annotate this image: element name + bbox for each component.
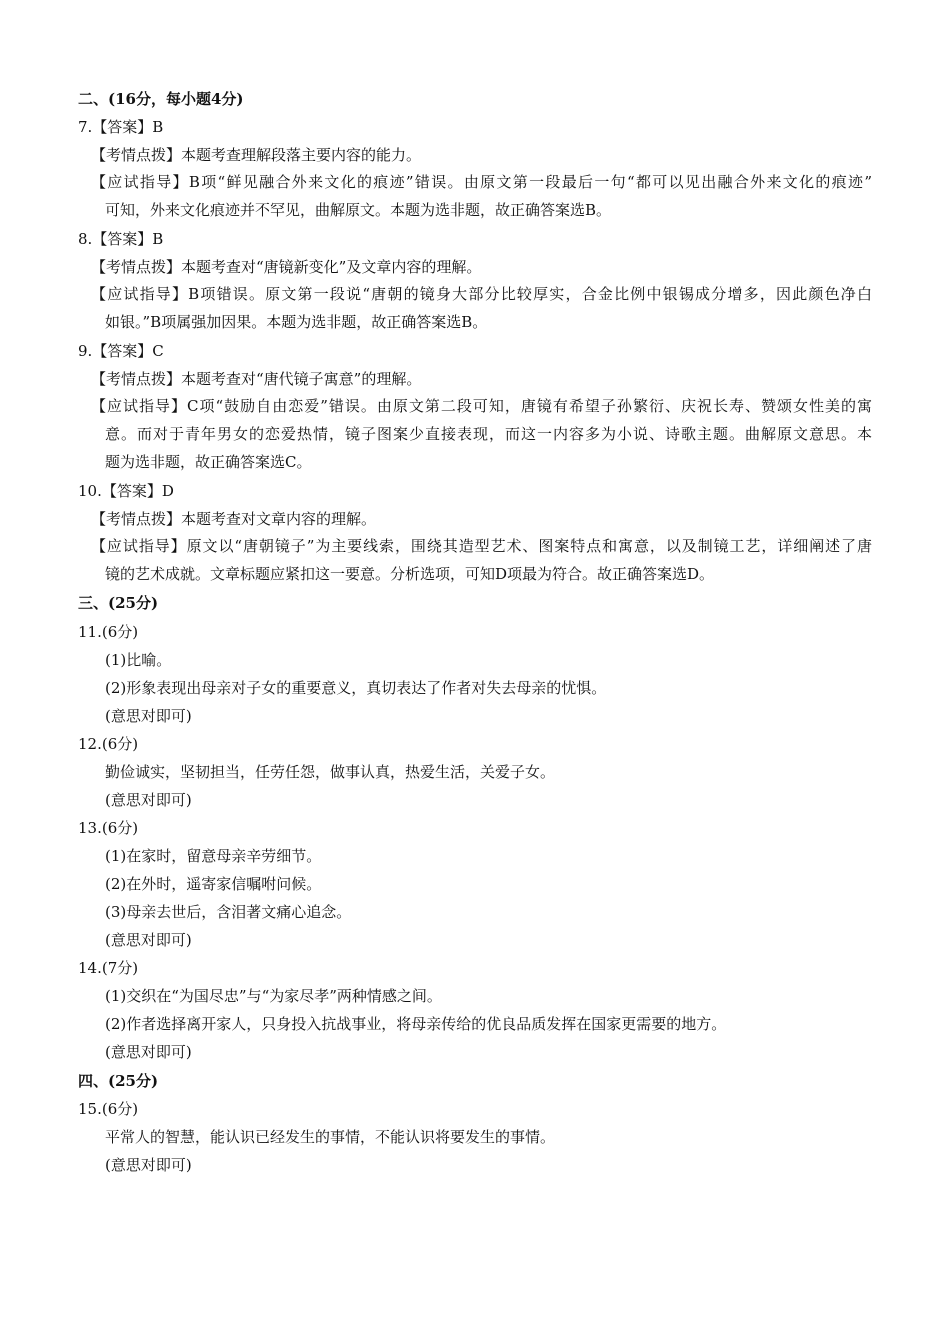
line-text: 9.【答案】C xyxy=(78,342,164,360)
answer-text-line xyxy=(0,172,950,192)
line-text: 8.【答案】B xyxy=(78,230,164,248)
line-text: 勤俭诚实，坚韧担当，任劳任怨，做事认真，热爱生活，关爱子女。 xyxy=(105,763,556,781)
answer-text-line xyxy=(0,117,950,137)
line-text: 12.(6分) xyxy=(78,735,139,753)
answer-text-line xyxy=(0,341,950,361)
answer-text-line xyxy=(0,930,950,950)
answer-text-line xyxy=(0,958,950,978)
answer-text-line xyxy=(0,200,950,220)
answer-text-line xyxy=(0,846,950,866)
answer-text-line xyxy=(0,1042,950,1062)
answer-text-line xyxy=(0,818,950,838)
line-text: 四、(25分) xyxy=(78,1072,159,1090)
line-text: 15.(6分) xyxy=(78,1100,139,1118)
line-text: (2)形象表现出母亲对子女的重要意义，真切表达了作者对失去母亲的忧惧。 xyxy=(105,679,607,697)
line-text: (1)比喻。 xyxy=(105,651,172,669)
line-text: 13.(6分) xyxy=(78,819,139,837)
answer-text-line xyxy=(0,622,950,642)
line-text: 【应试指导】B项错误。原文第一段说“唐朝的镜身大部分比较厚实，合金比例中银锡成分增多，因此颜色净白 xyxy=(91,285,872,303)
answer-text-line xyxy=(0,902,950,922)
answer-text-line xyxy=(0,369,950,389)
answer-text-line xyxy=(0,564,950,584)
section-heading xyxy=(0,89,950,109)
answer-text-line xyxy=(0,1014,950,1034)
answer-text-line xyxy=(0,509,950,529)
answer-text-line xyxy=(0,762,950,782)
line-text: 【考情点拨】本题考查对文章内容的理解。 xyxy=(91,510,377,528)
answer-text-line xyxy=(0,650,950,670)
line-text: (意思对即可) xyxy=(105,1156,192,1174)
line-text: 可知，外来文化痕迹并不罕见，曲解原文。本题为选非题，故正确答案选B。 xyxy=(105,201,612,219)
line-text: 【应试指导】原文以“唐朝镜子”为主要线索，围绕其造型艺术、图案特点和寓意，以及制镜工艺，详细阐述了唐 xyxy=(91,537,872,555)
answer-text-line xyxy=(0,145,950,165)
answer-text-line xyxy=(0,396,950,416)
line-text: (2)作者选择离开家人，只身投入抗战事业，将母亲传给的优良品质发挥在国家更需要的地方。 xyxy=(105,1015,727,1033)
line-text: 【考情点拨】本题考查理解段落主要内容的能力。 xyxy=(91,146,422,164)
answer-text-line xyxy=(0,1127,950,1147)
line-text: 11.(6分) xyxy=(78,623,139,641)
line-text: (意思对即可) xyxy=(105,931,192,949)
line-text: 如银。”B项属强加因果。本题为选非题，故正确答案选B。 xyxy=(105,313,488,331)
answer-text-line xyxy=(0,1099,950,1119)
answer-text-line xyxy=(0,284,950,304)
line-text: 意。而对于青年男女的恋爱热情，镜子图案少直接表现，而这一内容多为小说、诗歌主题。曲解原文意思。本 xyxy=(105,425,872,443)
line-text: (意思对即可) xyxy=(105,791,192,809)
line-text: (1)交织在“为国尽忠”与“为家尽孝”两种情感之间。 xyxy=(105,987,442,1005)
line-text: 镜的艺术成就。文章标题应紧扣这一要意。分析选项，可知D项最为符合。故正确答案选D。 xyxy=(105,565,715,583)
answer-text-line xyxy=(0,452,950,472)
answer-text-line xyxy=(0,986,950,1006)
line-text: 题为选非题，故正确答案选C。 xyxy=(105,453,312,471)
line-text: (意思对即可) xyxy=(105,1043,192,1061)
answer-text-line xyxy=(0,678,950,698)
answer-text-line xyxy=(0,536,950,556)
line-text: 【应试指导】B项“鲜见融合外来文化的痕迹”错误。由原文第一段最后一句“都可以见出融合外来文化的痕迹” xyxy=(91,173,872,191)
answer-text-line xyxy=(0,706,950,726)
answer-text-line xyxy=(0,229,950,249)
answer-text-line xyxy=(0,790,950,810)
answer-text-line xyxy=(0,312,950,332)
line-text: 平常人的智慧，能认识已经发生的事情，不能认识将要发生的事情。 xyxy=(105,1128,556,1146)
answer-text-line xyxy=(0,1155,950,1175)
answer-text-line xyxy=(0,424,950,444)
line-text: 【考情点拨】本题考查对“唐镜新变化”及文章内容的理解。 xyxy=(91,258,482,276)
answer-text-line xyxy=(0,257,950,277)
answer-text-line xyxy=(0,481,950,501)
line-text: 【应试指导】C项“鼓励自由恋爱”错误。由原文第二段可知，唐镜有希望子孙繁衍、庆祝长寿、赞颂女性美的寓 xyxy=(91,397,872,415)
line-text: 10.【答案】D xyxy=(78,482,174,500)
line-text: 14.(7分) xyxy=(78,959,139,977)
line-text: (2)在外时，遥寄家信嘱咐问候。 xyxy=(105,875,322,893)
line-text: 【考情点拨】本题考查对“唐代镜子寓意”的理解。 xyxy=(91,370,422,388)
line-text: 7.【答案】B xyxy=(78,118,164,136)
section-heading xyxy=(0,1071,950,1091)
line-text: 二、(16分，每小题4分) xyxy=(78,90,244,108)
answer-text-line xyxy=(0,734,950,754)
answer-text-line xyxy=(0,874,950,894)
line-text: (3)母亲去世后，含泪著文痛心追念。 xyxy=(105,903,352,921)
line-text: 三、(25分) xyxy=(78,594,159,612)
line-text: (1)在家时，留意母亲辛劳细节。 xyxy=(105,847,322,865)
line-text: (意思对即可) xyxy=(105,707,192,725)
section-heading xyxy=(0,593,950,613)
